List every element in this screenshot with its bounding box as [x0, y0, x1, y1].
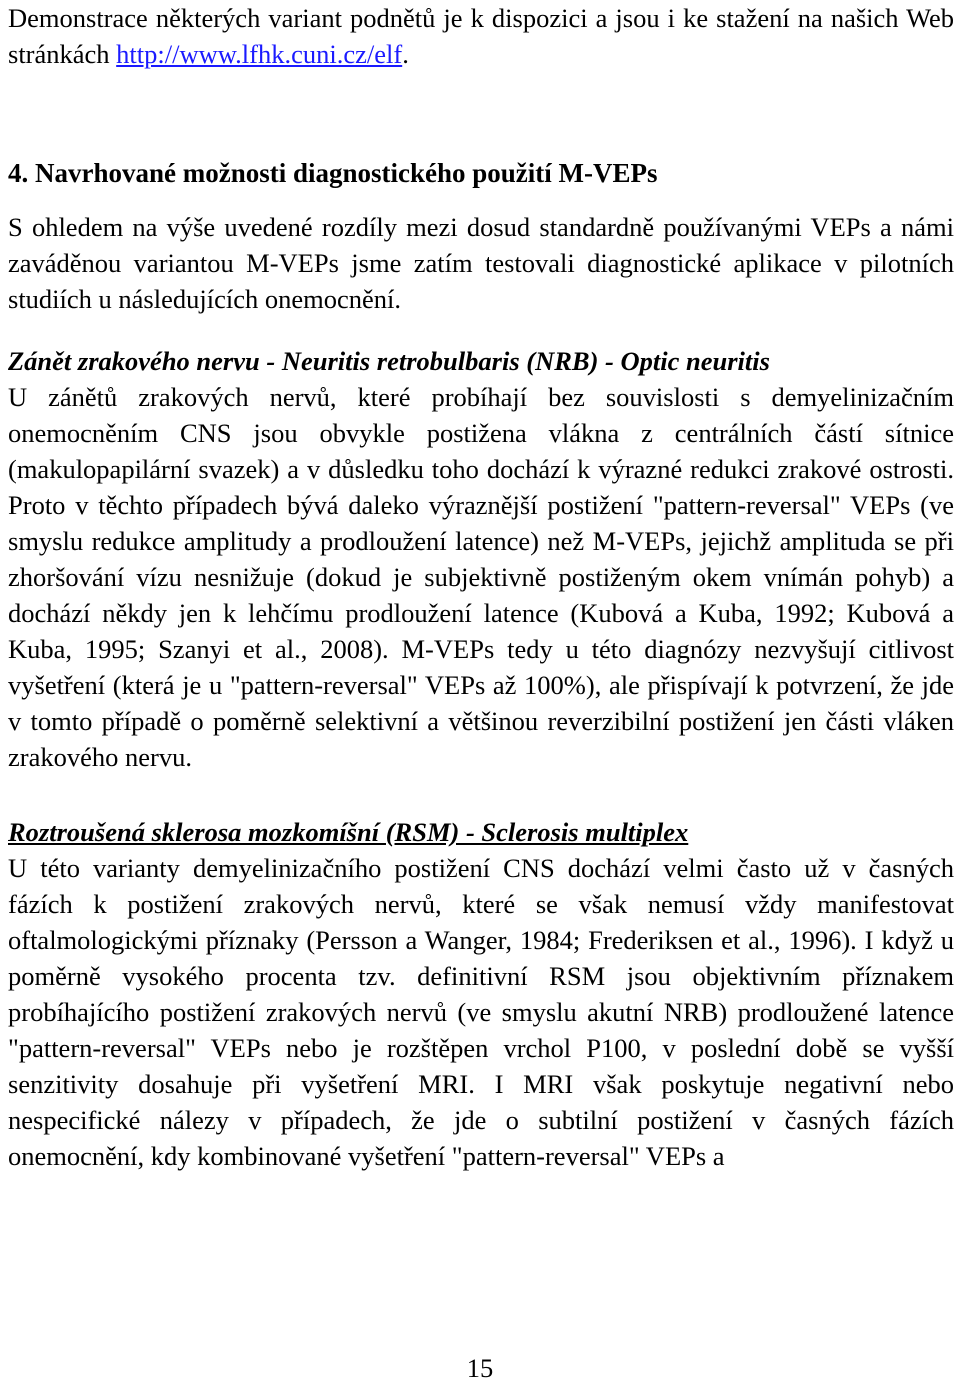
intro-paragraph	[8, 0, 954, 72]
elf-website-link[interactable]: http://www.lfhk.cuni.cz/elf	[116, 39, 403, 69]
document-page	[8, 0, 954, 1174]
rsm-paragraph: U této varianty demyelinizačního postižení CNS dochází velmi často už v časných fázích k postižení zrakových nervů, které se však nemusí vždy manifestovat oftalmologickými příznaky (Persson a Wanger, 1984; Frederiksen et al., 1996). I když u poměrně vysokého procenta tzv. definitivní RSM jsou objektivním příznakem probíhajícího postižení zrakových nervů (ve smyslu akutní NRB) prodloužené latence "pattern-reversal" VEPs nebo je rozštěpen vrchol P100, v poslední době se vyšší senzitivity dosahuje při vyšetření MRI. I MRI však poskytuje negativní nebo nespecifické nálezy v případech, že jde o subtilní postižení v časných fázích onemocnění, kdy kombinované vyšetření "pattern-reversal" VEPs a	[8, 853, 954, 1171]
rsm-heading: Roztroušená sklerosa mozkomíšní (RSM) - Sclerosis multiplex	[8, 817, 689, 847]
intro-text: Demonstrace některých variant podnětů je k dispozici a jsou i ke stažení na našich Web stránkách	[8, 3, 954, 69]
nrb-paragraph: U zánětů zrakových nervů, které probíhají bez souvislosti s demyelinizačním onemocněním CNS jsou obvykle postižena vlákna z centrálních částí sítnice (makulopapilární svazek) a v důsledku toho dochází k výrazné redukci zrakové ostrosti. Proto v těchto případech bývá daleko výraznější postižení "pattern-reversal" VEPs (ve smyslu redukce amplitudy a prodloužení latence) než M-VEPs, jejichž amplituda se při zhoršování vízu nesnižuje (dokud je subjektivně postiženým okem vnímán pohyb) a dochází někdy jen k lehčímu prodloužení latence (Kubová a Kuba, 1992; Kubová a Kuba, 1995; Szanyi et al., 2008). M-VEPs tedy u této diagnózy nezvyšují citlivost vyšetření (která je u "pattern-reversal" VEPs až 100%), ale přispívají k potvrzení, že jde v tomto případě o poměrně selektivní a většinou reverzibilní postižení jen části vláken zrakového nervu.	[8, 382, 954, 772]
section-paragraph: S ohledem na výše uvedené rozdíly mezi dosud standardně používanými VEPs a námi zaváděnou variantou M-VEPs jsme zatím testovali diagnostické aplikace v pilotních studiích u následujících onemocnění.	[8, 212, 954, 314]
nrb-heading: Zánět zrakového nervu - Neuritis retrobulbaris (NRB) - Optic neuritis	[8, 346, 770, 376]
intro-trail: .	[402, 39, 409, 69]
page-number: 15	[466, 1353, 494, 1383]
section-heading: 4. Navrhované možnosti diagnostického použití M-VEPs	[8, 158, 658, 188]
